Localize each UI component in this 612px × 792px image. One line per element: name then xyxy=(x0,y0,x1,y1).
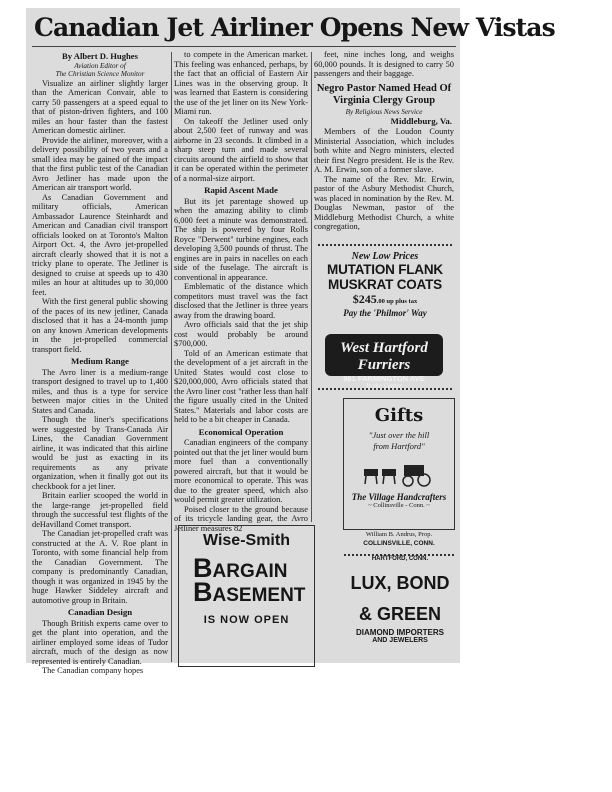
now-open: IS NOW OPEN xyxy=(203,614,290,626)
bargain-initial: B xyxy=(193,553,213,583)
gifts-city: COLLINSVILLE, CONN. xyxy=(363,540,435,547)
furriers-name: West Hartford Furriers xyxy=(340,340,428,373)
gifts-quote-line1: "Just over the hill xyxy=(368,430,430,440)
ad-border-divider xyxy=(318,388,452,393)
article-paragraph: Avro officials said that the jet ship cost would probably be around $700,000. xyxy=(174,320,308,348)
byline-role: Aviation Editor of xyxy=(74,61,126,70)
article-paragraph: Members of the Loudon County Ministerial Association, which includes both white and Negro ministers, elected their first Negro president. He is the Rev. A. M. Erwin, son of a former slave. xyxy=(314,127,454,174)
gifts-shop-name: The Village Handcrafters xyxy=(351,492,447,502)
article-paragraph: Britain earlier scooped the world in the large-range jet-propelled field through the successful test flights of the deHavilland Comet transport. xyxy=(32,491,168,529)
headline-rule xyxy=(32,46,456,47)
furriers-tag: In the Center xyxy=(366,383,402,390)
horse-carriage-icon xyxy=(362,461,436,487)
lux-bond-green-ad xyxy=(344,556,456,666)
article-paragraph: Though the liner's specifications were suggested by Trans-Canada Air Lines, the Canadian Government airline, it was indicated that this airline would be just as exacting in its requirements as any private organization, when it finally got out its checkbook for a jet liner. xyxy=(32,415,168,491)
article-paragraph: Canadian engineers of the company pointed out that the jet liner would burn more fuel than a conventionally powered aircraft, but that it would be more economical to operate. This was due to the greater speed, which also would permit greater utilization. xyxy=(174,438,308,504)
column-divider xyxy=(311,52,312,522)
lux-bond: LUX, BOND xyxy=(350,573,450,593)
article-paragraph: Emblematic of the distance which competitors must travel was the fact disclosed that the Jetliner is three years away from the drawing board. xyxy=(174,282,308,320)
furriers-address: 981 FARMINGTON AVE xyxy=(343,374,425,383)
article-paragraph: The name of the Rev. Mr. Erwin, pastor of the Asbury Methodist Church, was placed in nomination by the Rev. M. Douglas Newman, pastor of the Middleburg Methodist Church, a white congregation, xyxy=(314,174,454,231)
article-paragraph: As Canadian Government and military officials, American Ambassador Laurence Steinhardt and American and Canadian civil transport officials looked on at Toronto's Malton Airport Oct. 4, the Avro jet-propelled aircraft clearly showed that it is not a tricky plane to operate. The Jetliner is designed to cruise at speeds up to 430 miles an hour at altitudes up to 30,000 feet. xyxy=(32,192,168,297)
and-green: & GREEN xyxy=(358,604,441,624)
wise-smith-ad xyxy=(178,525,315,667)
second-article-service: By Religious News Service xyxy=(345,107,423,116)
article-paragraph: The Canadian company hopes xyxy=(42,666,144,675)
ad-mutation-flank: MUTATION FLANK xyxy=(327,262,443,277)
article-paragraph: Though British experts came over to get the plant into operation, and the airliner employed some ideas of Tudor aircraft, much of the design as now represented is entirely Canadian. xyxy=(32,618,168,666)
gifts-proprietor: William B. Andrus, Prop. xyxy=(365,531,433,538)
article-paragraph: But its jet parentage showed up when the amazing ability to climb 6,000 feet a minute was demonstrated. The ship is powered by four Rolls Royce "Derwent" turbine engines, each developing 3,500 pounds of thrust. The engines are in pairs in nacelles on each side of the fuselage. The aircraft is conventional in appearance. xyxy=(174,196,308,282)
ad-price xyxy=(315,292,455,307)
article-paragraph: to compete in the American market. This feeling was enhanced, perhaps, by the fact that an official of Eastern Air Lines was in the observing group. It was learned that Eastern is considering the use of the jet liner on its New York-Miami run. xyxy=(174,50,308,116)
column-divider xyxy=(171,52,172,662)
muskrat-coats-ad xyxy=(315,248,455,318)
byline-author: By Albert D. Hughes xyxy=(62,51,138,61)
ad-pay-philmor: Pay the 'Philmor' Way xyxy=(343,308,427,318)
headline: Canadian Jet Airliner Opens New Vistas xyxy=(34,13,555,42)
subhead-rapid-ascent: Rapid Ascent Made xyxy=(204,185,278,195)
wise-smith-name: Wise-Smith xyxy=(203,532,290,549)
bargain-basement xyxy=(193,553,314,607)
article-paragraph: The Canadian jet-propelled craft was constructed at the A. V. Roe plant in Toronto, with some financial help from the Canadian Government. The company is predominantly Canadian, though it was organized in 1945 by the huge Hawker Siddeley aircraft and automotive group in Britain. xyxy=(32,529,168,605)
gifts-title: Gifts xyxy=(374,405,424,426)
basement-word: ASEMENT xyxy=(212,585,306,606)
gifts-location: ~ Collinsville - Conn. ~ xyxy=(368,502,430,509)
and-jewelers: AND JEWELERS xyxy=(372,637,428,644)
article-paragraph: Visualize an airliner slightly larger than the American Convair, able to carry 50 passengers at a speed equal to that of piston-driven fighters, and 100 miles an hour faster than the fastest American domestic airliner. xyxy=(32,78,168,135)
west-hartford-furriers-ad xyxy=(325,334,443,390)
ad-price-main: $245 xyxy=(352,292,377,306)
article-paragraph: On takeoff the Jetliner used only about 2,500 feet of runway and was airborne in 23 seconds. It climbed in a sharp steep turn and made several circuits around the airfield to show that it can be operated within the perimeter of a normal-size airport. xyxy=(174,116,308,183)
article-paragraph: With the first general public showing of the paces of its new jetliner, Canada disclosed that it has a 24-month jump on any known American developments in the jet-propelled commercial transport field. xyxy=(32,297,168,354)
lux-city: HARTFORD, CONN. xyxy=(371,556,429,562)
byline-paper: The Christian Science Monitor xyxy=(55,69,145,78)
gifts-quote xyxy=(344,430,454,452)
article-column-3 xyxy=(314,50,454,250)
article-paragraph: feet, nine inches long, and weighs 60,000 pounds. It is designed to carry 50 passengers and their baggage. xyxy=(314,50,454,78)
article-column-2 xyxy=(174,50,308,533)
subhead-medium-range: Medium Range xyxy=(71,356,129,366)
article-paragraph: Told of an American estimate that the development of a jet aircraft in the United States would cost close to $20,000,000, Avro officials stated that the Avro liner cost "rather less than half the figure usually cited in the United States." Materials and labor costs are held to be a bit cheaper in Canada. xyxy=(174,348,308,424)
diamond-importers: DIAMOND IMPORTERS xyxy=(356,628,444,637)
article-paragraph: Provide the airliner, moreover, with a delivery possibility of two years and a small idea may be gained of the impact that the first public test of the Canadian Avro Jetliner has made upon the American air transport world. xyxy=(32,135,168,192)
bargain-word: ARGAIN xyxy=(212,561,288,582)
second-article-dateline: Middleburg, Va. xyxy=(390,115,452,126)
article-paragraph: Poised closer to the ground because of its tricycle landing gear, the Avro Jetliner measures 82 xyxy=(174,504,308,533)
byline-title xyxy=(32,62,168,78)
basement-initial: B xyxy=(193,577,213,607)
article-column-1 xyxy=(32,50,168,675)
village-handcrafters-ad xyxy=(343,398,455,530)
ad-price-small: .00 up plus tax xyxy=(376,298,418,305)
gifts-ad-footer xyxy=(343,530,455,554)
newspaper-clipping xyxy=(26,8,555,675)
second-article-headline: Negro Pastor Named Head Of Virginia Clergy Group xyxy=(316,82,452,106)
subhead-canadian-design: Canadian Design xyxy=(67,607,133,617)
ad-new-low-prices: New Low Prices xyxy=(351,251,419,262)
subhead-economical: Economical Operation xyxy=(198,426,284,437)
ad-muskrat-coats: MUSKRAT COATS xyxy=(328,277,442,292)
article-paragraph: The Avro liner is a medium-range transport designed to travel up to 1,400 miles, and thus is a type for service between major cities in the United States and Canada. xyxy=(32,367,168,415)
gifts-quote-line2: from Hartford" xyxy=(373,441,425,451)
